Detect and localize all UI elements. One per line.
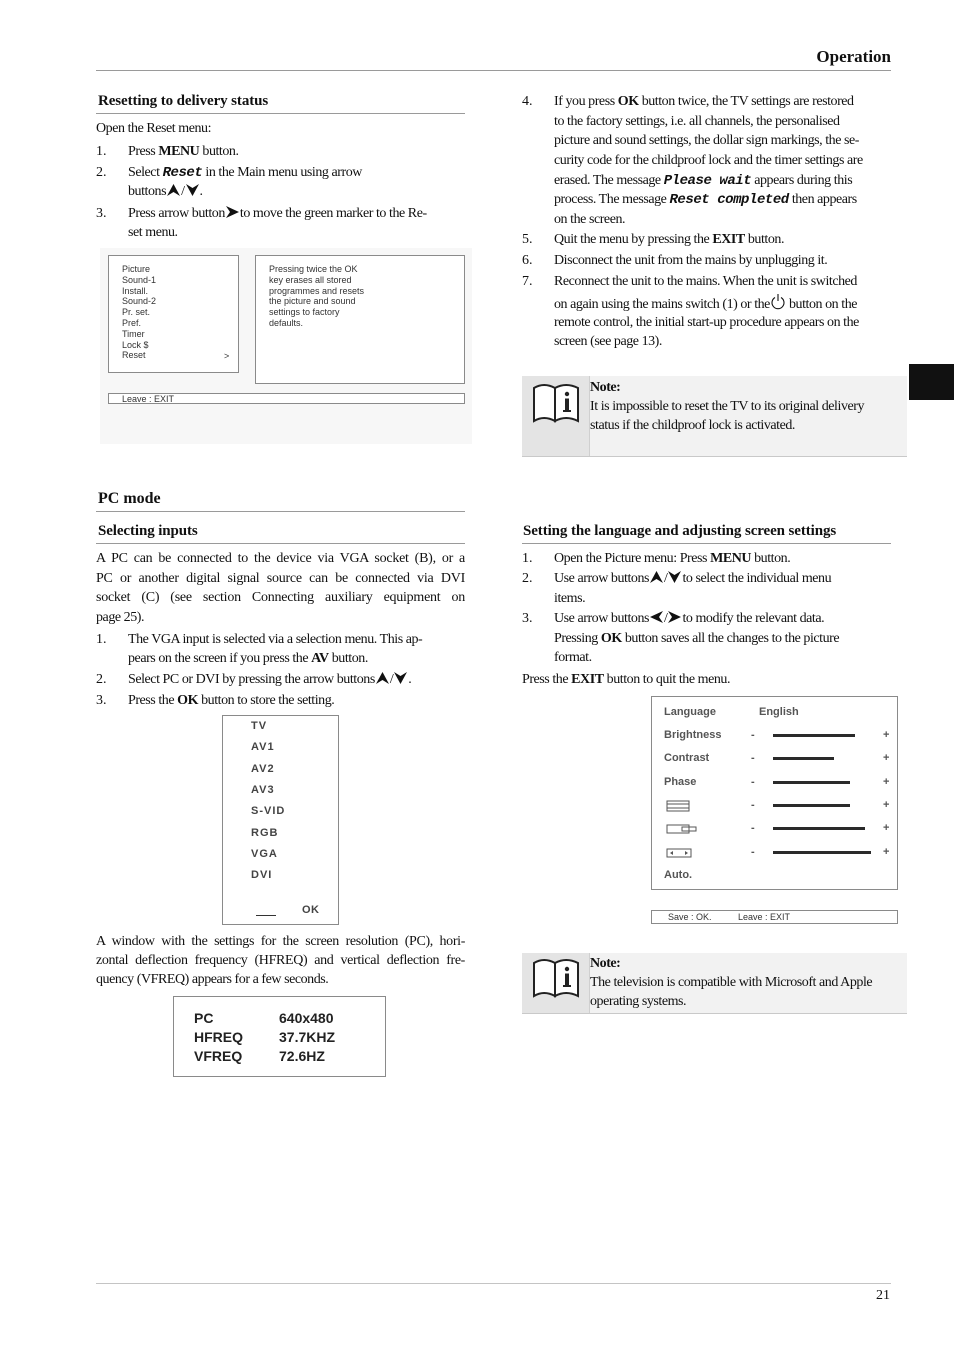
horizontal-size-icon [666, 823, 700, 841]
increase-button[interactable]: + [883, 729, 890, 741]
footer-rule [96, 1283, 891, 1284]
reset-step4-line6: process. The message Reset completed then appears [554, 192, 857, 208]
source-item-dvi[interactable]: DVI [251, 869, 273, 882]
info-key: PC [194, 1010, 214, 1026]
reset-intro: Open the Reset menu: [96, 121, 212, 136]
info-value: 640x480 [279, 1010, 334, 1026]
reset-info-line: settings to factory [269, 307, 340, 318]
decrease-button[interactable]: - [751, 775, 755, 788]
menu-item-lock: Lock $ [122, 339, 149, 350]
leave-label: Leave : EXIT [738, 912, 791, 922]
pc-step2: Select PC or DVI by pressing the arrow buttons / . [128, 672, 412, 687]
note-childproof [522, 376, 907, 457]
reset-step4-line5: erased. The message Please wait appears during this [554, 173, 853, 189]
reset-info-line: key erases all stored [269, 274, 352, 285]
reset-info-line: programmes and resets [269, 285, 365, 296]
increase-button[interactable]: + [883, 752, 890, 765]
setting-level-bar[interactable] [773, 781, 850, 784]
reset-info-line: the picture and sound [269, 296, 356, 307]
reset-info-box [255, 255, 465, 384]
reset-step3: Press arrow button to move the green marker to the Re- [128, 206, 427, 221]
lang-step2-num: 2. [522, 571, 533, 586]
reset-heading: Resetting to delivery status [98, 93, 269, 109]
pc-after-line2: zontal deflection frequency (HFREQ) and vertical deflection fre- [96, 953, 465, 968]
lang-step3: Use arrow buttons / to modify the relevant data. [554, 611, 825, 626]
source-item-av1[interactable]: AV1 [251, 741, 275, 754]
setting-label-brightness: Brightness [664, 729, 722, 741]
arrow-left-icon [649, 610, 664, 624]
note-compat-title: Note: [590, 956, 621, 971]
source-item-s-vid[interactable]: S-VID [251, 805, 286, 818]
reset-step4-line1: If you press OK button twice, the TV settings are restored [554, 94, 854, 109]
arrow-up-icon [375, 671, 390, 685]
menu-item-install: Install. [122, 285, 149, 296]
pc-step1-num: 1. [96, 632, 107, 647]
pc-para-line1: A PC can be connected to the device via VGA socket (B), or a [96, 551, 465, 566]
reset-step6: Disconnect the unit from the mains by unplugging it. [554, 253, 828, 268]
menu-item-timer: Timer [122, 328, 145, 339]
lang-step3-num: 3. [522, 611, 533, 626]
menu-item-pr-set: Pr. set. [122, 307, 151, 318]
picture-menu [651, 696, 898, 890]
reset-step3-num: 3. [96, 206, 107, 221]
ok-label: OK [302, 904, 320, 916]
note-childproof-line2: status if the childproof lock is activated. [590, 418, 795, 433]
pc-step1-line2: pears on the screen if you press the AV button. [128, 651, 368, 666]
reset-step1-num: 1. [96, 144, 107, 159]
reset-step5: Quit the menu by pressing the EXIT button. [554, 232, 784, 247]
reset-leave-bar [108, 393, 465, 404]
lang-step2: Use arrow buttons / to select the individual menu [554, 571, 832, 586]
increase-button[interactable]: + [883, 845, 890, 858]
setting-level-bar[interactable] [773, 804, 850, 807]
arrow-up-icon [649, 570, 664, 584]
note-childproof-title: Note: [590, 380, 621, 395]
info-book-icon [522, 376, 590, 456]
ok-underline [256, 915, 276, 916]
source-select-menu [222, 715, 339, 925]
section-title: Operation [816, 47, 891, 66]
reset-leave-label: Leave : EXIT [122, 394, 175, 404]
pc-mode-heading: PC mode [98, 490, 161, 507]
increase-button[interactable]: + [883, 775, 890, 788]
arrow-down-icon [185, 183, 200, 197]
reset-step4-line4: curity code for the childproof lock and the timer settings are [554, 153, 863, 168]
increase-button[interactable]: + [883, 822, 890, 835]
setting-level-bar[interactable] [773, 734, 855, 737]
lang-exit-line: Press the EXIT button to quit the menu. [522, 672, 731, 687]
pc-step2-num: 2. [96, 672, 107, 687]
info-key: HFREQ [194, 1029, 243, 1045]
power-icon [770, 293, 786, 310]
setting-label-contrast: Contrast [664, 752, 710, 765]
setting-level-bar[interactable] [773, 757, 834, 760]
note-compat-line2: operating systems. [590, 994, 687, 1009]
pc-heading-rule [96, 511, 465, 512]
reset-step4-num: 4. [522, 94, 533, 109]
language-heading-rule [522, 543, 891, 544]
setting-level-bar[interactable] [773, 827, 865, 830]
vertical-size-icon [666, 800, 692, 818]
pc-after-line1: A window with the settings for the screen resolution (PC), hori- [96, 934, 465, 949]
reset-step4-line7: on the screen. [554, 212, 626, 227]
thumb-tab-marker [909, 364, 954, 400]
decrease-button[interactable]: - [751, 845, 755, 858]
reset-info-line: defaults. [269, 318, 304, 328]
reset-step7-num: 7. [522, 274, 533, 289]
reset-step5-num: 5. [522, 232, 533, 247]
note-compatibility [522, 953, 907, 1014]
info-value: 72.6HZ [279, 1048, 325, 1064]
pc-after-line3: quency (VFREQ) appears for a few seconds. [96, 972, 329, 987]
menu-arrow: > [224, 351, 230, 361]
info-key: VFREQ [194, 1048, 243, 1064]
reset-step3-line2: set menu. [128, 225, 178, 240]
note-compat-line1: The television is compatible with Microsoft and Apple [590, 975, 873, 990]
lang-step3-line2: Pressing OK button saves all the changes to the picture [554, 631, 840, 646]
pc-step3-num: 3. [96, 693, 107, 708]
info-book-icon [522, 953, 590, 1013]
source-item-av2[interactable]: AV2 [251, 762, 275, 775]
increase-button[interactable]: + [883, 798, 890, 811]
selecting-inputs-heading: Selecting inputs [98, 523, 198, 539]
language-heading: Setting the language and adjusting screen settings [523, 523, 837, 539]
pc-para-line2: PC or another digital signal source can be connected via DVI [96, 571, 465, 586]
source-item-rgb[interactable]: RGB [251, 826, 279, 839]
decrease-button[interactable]: - [751, 822, 755, 835]
setting-level-bar[interactable] [773, 851, 871, 854]
reset-step4-line3: picture and sound settings, the dollar sign markings, the se- [554, 133, 859, 148]
arrow-down-icon [393, 671, 408, 685]
reset-step1: Press MENU button. [128, 144, 239, 159]
lang-step1: Open the Picture menu: Press MENU button. [554, 551, 791, 566]
menu-item-pref: Pref. [122, 318, 142, 328]
reset-step7-line4: screen (see page 13). [554, 334, 662, 349]
decrease-button[interactable]: - [751, 798, 755, 811]
reset-step6-num: 6. [522, 253, 533, 268]
page-number: 21 [876, 1288, 890, 1303]
reset-step7-line1: Reconnect the unit to the mains. When the unit is switched [554, 274, 857, 289]
lang-step3-line3: format. [554, 650, 592, 665]
picture-menu-footer [651, 910, 898, 924]
lang-step1-num: 1. [522, 551, 533, 566]
menu-item-sound-1: Sound-1 [122, 274, 157, 285]
reset-info-line: Pressing twice the OK [269, 264, 358, 274]
reset-step2: Select Reset in the Main menu using arrow [128, 165, 362, 181]
selecting-inputs-rule [96, 543, 465, 544]
pc-step3: Press the OK button to store the setting. [128, 693, 335, 708]
header-rule [96, 70, 891, 71]
reset-heading-rule [96, 113, 465, 114]
save-label: Save : OK. [668, 912, 712, 922]
main-menu-box [108, 255, 239, 373]
horizontal-position-icon [666, 847, 694, 865]
arrow-right-icon [667, 610, 682, 624]
arrow-down-icon [667, 570, 682, 584]
decrease-button[interactable]: - [751, 729, 755, 741]
decrease-button[interactable]: - [751, 752, 755, 765]
reset-step7-line3: remote control, the initial start-up procedure appears on the [554, 315, 859, 330]
reset-step2-line2: buttons / . [128, 184, 203, 199]
source-item-tv[interactable]: TV [251, 720, 268, 732]
reset-step2-num: 2. [96, 165, 107, 180]
info-value: 37.7KHZ [279, 1029, 336, 1045]
menu-item-reset: Reset [122, 350, 146, 361]
reset-step7-line2: on again using the mains switch (1) or the button on the [554, 293, 857, 315]
source-item-av3[interactable]: AV3 [251, 783, 275, 796]
auto-label: Auto. [664, 869, 693, 881]
source-item-vga[interactable]: VGA [251, 847, 278, 860]
lang-step2-line2: items. [554, 591, 586, 606]
pc-para-line3: socket (C) (see section Connecting auxiliary equipment on [96, 590, 465, 605]
language-label: Language [664, 706, 716, 718]
arrow-up-icon [166, 183, 181, 197]
arrow-right-icon [225, 205, 240, 219]
resolution-info-window [173, 996, 386, 1077]
language-value: English [759, 706, 799, 718]
reset-step4-line2: to the factory settings, i.e. all channels, the personalised [554, 114, 840, 129]
note-childproof-line1: It is impossible to reset the TV to its original delivery [590, 399, 865, 414]
menu-item-picture: Picture [122, 264, 151, 274]
pc-step1-line1: The VGA input is selected via a selection menu. This ap- [128, 632, 423, 647]
setting-label-phase: Phase [664, 775, 697, 788]
pc-para-line4: page 25). [96, 610, 145, 625]
menu-item-sound-2: Sound-2 [122, 296, 157, 307]
